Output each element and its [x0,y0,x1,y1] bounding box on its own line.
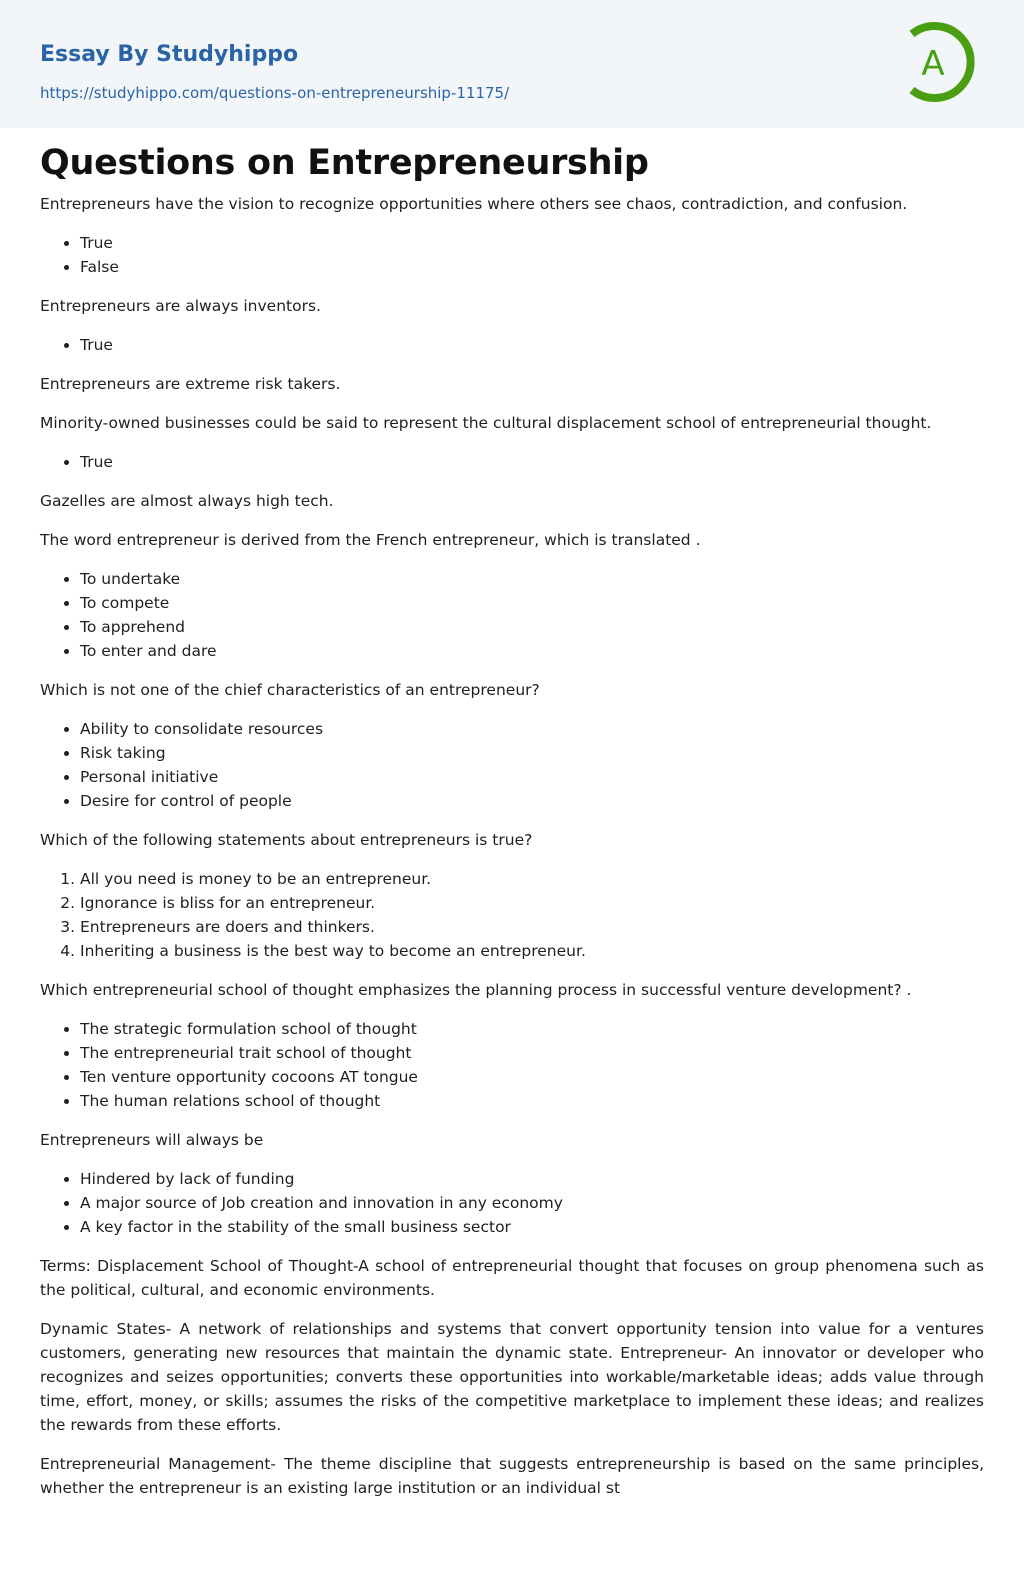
list-item: • To compete [80,591,984,615]
essay-content [0,128,1024,1555]
list-item: • A major source of Job creation and innovation in any economy [80,1191,984,1215]
list-item: • Ability to consolidate resources [80,717,984,741]
numbered-answer-list [40,867,984,963]
list-item: • True [80,231,984,255]
list-item: • To apprehend [80,615,984,639]
list-item: 3. Entrepreneurs are doers and thinkers. [80,915,984,939]
list-item: • The entrepreneurial trait school of thought [80,1041,984,1065]
answer-list [40,333,984,357]
paragraph: Entrepreneurs are extreme risk takers. [40,375,341,393]
answer-list [40,231,984,279]
list-item: • True [80,333,984,357]
paragraph: Entrepreneurs will always be [40,1131,264,1149]
list-item: • The human relations school of thought [80,1089,984,1113]
list-item: • Hindered by lack of funding [80,1167,984,1191]
answer-list [40,717,984,813]
source-url-link[interactable]: https://studyhippo.com/questions-on-entrepreneurship-11175/ [40,84,510,102]
paragraph: Which of the following statements about entrepreneurs is true? [40,831,533,849]
answer-list [40,450,984,474]
list-item: • Risk taking [80,741,984,765]
site-header [0,0,1024,128]
answer-list [40,567,984,663]
list-item: • Desire for control of people [80,789,984,813]
list-item: • To enter and dare [80,639,984,663]
list-item: • False [80,255,984,279]
paragraph: Terms: Displacement School of Thought-A school of entrepreneurial thought that focuses on group phenomena such as the political, cultural, and economic environments. [40,1257,984,1299]
list-item: • True [80,450,984,474]
paragraph: Entrepreneurs have the vision to recognize opportunities where others see chaos, contradiction, and confusion. [40,195,908,213]
answer-list [40,1017,984,1113]
list-item: • Personal initiative [80,765,984,789]
paragraph: Dynamic States- A network of relationships and systems that convert opportunity tension into value for a ventures customers, generating new resources that maintain the dynamic state. Entrepreneur- An innovator or developer who recognizes and seizes opportunities; converts these opportunities into workable/marketable ideas; adds value through time, effort, money, or skills; assumes the risks of the competitive marketplace to implement these ideas; and realizes the rewards from these efforts. [40,1320,984,1434]
svg-text:A: A [921,44,945,84]
list-item: • A key factor in the stability of the small business sector [80,1215,984,1239]
list-item: 2. Ignorance is bliss for an entrepreneur. [80,891,984,915]
paragraph: Which entrepreneurial school of thought emphasizes the planning process in successful venture development? . [40,981,912,999]
paragraph: The word entrepreneur is derived from the French entrepreneur, which is translated . [40,531,701,549]
list-item: 1. All you need is money to be an entrepreneur. [80,867,984,891]
answer-list [40,1167,984,1239]
paragraph: Minority-owned businesses could be said to represent the cultural displacement school of entrepreneurial thought. [40,414,932,432]
studyhippo-logo-icon[interactable] [904,18,980,106]
paragraph: Entrepreneurial Management- The theme discipline that suggests entrepreneurship is based on the same principles, whether the entrepreneur is an existing large institution or an individual st [40,1455,984,1497]
paragraph: Entrepreneurs are always inventors. [40,297,321,315]
brand-title: Essay By Studyhippo [40,42,299,67]
paragraph: Which is not one of the chief characteristics of an entrepreneur? [40,681,540,699]
list-item: • The strategic formulation school of thought [80,1017,984,1041]
list-item: 4. Inheriting a business is the best way to become an entrepreneur. [80,939,984,963]
list-item: • To undertake [80,567,984,591]
list-item: • Ten venture opportunity cocoons AT tongue [80,1065,984,1089]
page-title: Questions on Entrepreneurship [40,143,649,183]
paragraph: Gazelles are almost always high tech. [40,492,334,510]
